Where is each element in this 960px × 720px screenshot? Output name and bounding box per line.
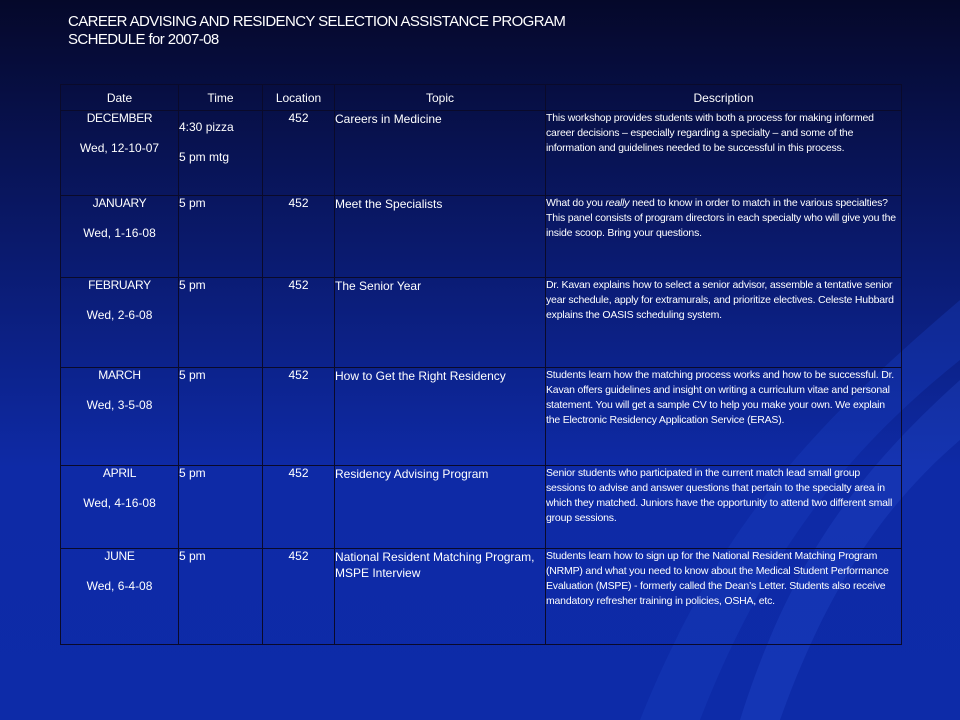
time-cell: 5 pm (179, 278, 263, 368)
schedule-table (60, 84, 902, 645)
table-row (61, 111, 902, 196)
time-cell: 5 pm (179, 196, 263, 278)
description-cell (546, 196, 902, 278)
table-row (61, 549, 902, 645)
time-cell: 5 pm (179, 466, 263, 549)
title-line-1: CAREER ADVISING AND RESIDENCY SELECTION ASSISTANCE PROGRAM (68, 13, 566, 30)
topic-cell: How to Get the Right Residency (335, 368, 546, 466)
month-label: DECEMBER (86, 111, 153, 125)
topic-cell: National Resident Matching Program, MSPE Interview (335, 549, 546, 645)
time-cell: 5 pm (179, 549, 263, 645)
day-label: Wed, 1-16-08 (83, 226, 156, 240)
location-cell: 452 (263, 278, 335, 368)
date-cell (61, 368, 179, 466)
description-cell: Students learn how to sign up for the National Resident Matching Program (NRMP) and what you need to know about the Medical Student Performance Evaluation (MSPE) - formerly called the Dean’s Letter. Students also receive mandatory refresher training in policies, OSHA, etc. (546, 549, 902, 645)
day-label: Wed, 3-5-08 (86, 398, 153, 412)
time-label-2: 5 pm mtg (179, 150, 230, 164)
description-cell: Dr. Kavan explains how to select a senior advisor, assemble a tentative senior year schedule, apply for extramurals, and prioritize electives. Celeste Hubbard explains the OASIS scheduling system. (546, 278, 902, 368)
description-cell: Students learn how the matching process works and how to be successful. Dr. Kavan offers guidelines and insight on writing a curriculum vitae and personal statement. You will get a sample CV to help you make your own. We explain the Electronic Residency Application Service (ERAS). (546, 368, 902, 466)
date-cell (61, 111, 179, 196)
date-cell (61, 196, 179, 278)
location-cell: 452 (263, 368, 335, 466)
header-location: Location (263, 85, 335, 111)
header-date: Date (61, 85, 179, 111)
location-cell: 452 (263, 466, 335, 549)
month-label: FEBRUARY (88, 278, 151, 292)
time-cell (179, 111, 263, 196)
description-emphasis: really (605, 197, 630, 209)
description-text-end: need to know in order to match in the various specialties? This panel consists of program directors in each specialty who will give you the inside scoop. Bring your questions. (546, 197, 896, 239)
topic-cell: Meet the Specialists (335, 196, 546, 278)
day-label: Wed, 4-16-08 (83, 496, 156, 510)
day-label: Wed, 2-6-08 (86, 308, 153, 322)
month-label: APRIL (102, 466, 137, 480)
location-cell: 452 (263, 111, 335, 196)
time-label: 4:30 pizza (179, 120, 234, 134)
date-cell (61, 278, 179, 368)
table-row (61, 368, 902, 466)
table-row (61, 278, 902, 368)
time-cell: 5 pm (179, 368, 263, 466)
description-cell: This workshop provides students with both a process for making informed career decisions – especially regarding a specialty – and some of the information and guidelines needed to be successful in this process. (546, 111, 902, 196)
header-time: Time (179, 85, 263, 111)
location-cell: 452 (263, 196, 335, 278)
day-label: Wed, 12-10-07 (79, 141, 160, 155)
location-cell: 452 (263, 549, 335, 645)
table-row (61, 466, 902, 549)
table-row (61, 196, 902, 278)
date-cell (61, 466, 179, 549)
table-header-row (61, 85, 902, 111)
title-line-2: SCHEDULE for 2007-08 (68, 31, 219, 48)
date-cell (61, 549, 179, 645)
header-topic: Topic (335, 85, 546, 111)
topic-cell: Residency Advising Program (335, 466, 546, 549)
header-description: Description (546, 85, 902, 111)
description-text-start: What do you (546, 197, 606, 209)
month-label: JUNE (104, 549, 135, 563)
day-label: Wed, 6-4-08 (86, 579, 153, 593)
topic-cell: Careers in Medicine (335, 111, 546, 196)
topic-cell: The Senior Year (335, 278, 546, 368)
description-cell: Senior students who participated in the current match lead small group sessions to advise and answer questions that pertain to the specialty area in which they matched. Juniors have the opportunity to attend two different small group sessions. (546, 466, 902, 549)
month-label: JANUARY (92, 196, 147, 210)
page-title (68, 13, 565, 49)
month-label: MARCH (98, 368, 141, 382)
